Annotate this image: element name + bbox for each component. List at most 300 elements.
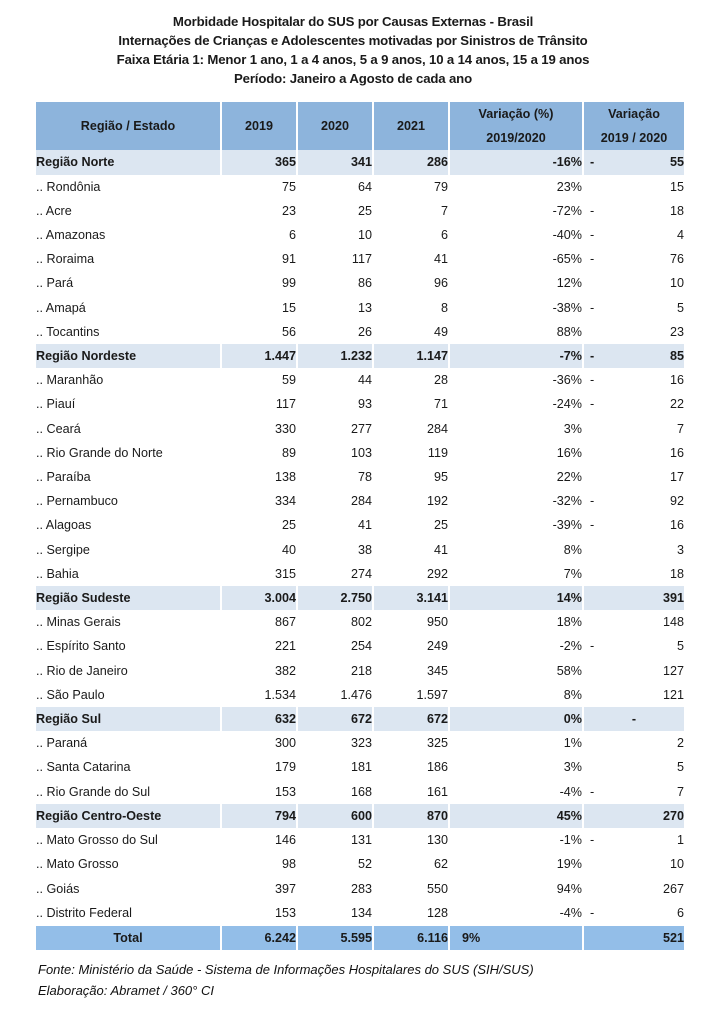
cell-2019: 23 (222, 199, 298, 223)
footer-elaboration: Elaboração: Abramet / 360° CI (38, 983, 214, 999)
variation-pct-line2: 2019/2020 (486, 131, 546, 146)
cell-region-name: .. Pernambuco (36, 489, 222, 513)
cell-2021: 3.141 (374, 586, 450, 610)
cell-variation-abs (584, 707, 684, 731)
title-line-3: Faixa Etária 1: Menor 1 ano, 1 a 4 anos, 5 a 9 anos, 10 a 14 anos, 15 a 19 anos (116, 52, 590, 67)
cell-variation-abs (584, 150, 684, 174)
cell-2020: 44 (298, 368, 374, 392)
title-line-2: Internações de Crianças e Adolescentes motivadas por Sinistros de Trânsito (118, 33, 588, 48)
cell-variation-abs (584, 247, 684, 271)
cell-region-name: .. Sergipe (36, 538, 222, 562)
cell-region-name: .. Mato Grosso do Sul (36, 828, 222, 852)
variation-abs-value: 16 (669, 445, 684, 460)
cell-2021: 95 (374, 465, 450, 489)
table-row-state (36, 296, 684, 320)
cell-2021: 1.147 (374, 344, 450, 368)
cell-region-name: .. Maranhão (36, 368, 222, 392)
table-row-state (36, 465, 684, 489)
cell-2021: 284 (374, 417, 450, 441)
table-row-region (36, 804, 684, 828)
table-row-state (36, 441, 684, 465)
cell-2019: 25 (222, 513, 298, 537)
variation-abs-value: 5 (676, 639, 684, 654)
cell-variation-pct: 9% (450, 925, 584, 950)
variation-abs-value: 5 (676, 760, 684, 775)
table-row-state (36, 901, 684, 925)
cell-2020: 283 (298, 877, 374, 901)
cell-variation-abs (584, 465, 684, 489)
table-row-total (36, 925, 684, 950)
cell-2021: 79 (374, 175, 450, 199)
variation-abs-value: 121 (662, 687, 684, 702)
cell-variation-abs (584, 296, 684, 320)
title-line-4: Período: Janeiro a Agosto de cada ano (234, 71, 472, 86)
cell-2020: 26 (298, 320, 374, 344)
variation-abs-value: 7 (676, 421, 684, 436)
cell-2020: 254 (298, 634, 374, 658)
negative-sign: - (590, 373, 595, 388)
variation-abs-value: 127 (662, 663, 684, 678)
cell-variation-pct: 14% (450, 586, 584, 610)
column-header-2019: 2019 (222, 102, 298, 150)
cell-2020: 52 (298, 852, 374, 876)
cell-2020: 103 (298, 441, 374, 465)
cell-2019: 99 (222, 271, 298, 295)
cell-2021: 161 (374, 780, 450, 804)
cell-2019: 40 (222, 538, 298, 562)
title-line-1: Morbidade Hospitalar do SUS por Causas Externas - Brasil (172, 14, 534, 29)
cell-variation-pct: 12% (450, 271, 584, 295)
column-header-variation-pct (450, 102, 584, 150)
cell-variation-pct: 7% (450, 562, 584, 586)
table-row-state (36, 683, 684, 707)
cell-variation-pct: -65% (450, 247, 584, 271)
variation-abs-value: 22 (669, 397, 684, 412)
column-header-variation-abs (584, 102, 684, 150)
cell-2019: 138 (222, 465, 298, 489)
negative-sign: - (590, 203, 595, 218)
table-row-state (36, 392, 684, 416)
cell-2020: 5.595 (298, 925, 374, 950)
cell-variation-abs (584, 199, 684, 223)
cell-variation-pct: 23% (450, 175, 584, 199)
cell-variation-pct: 3% (450, 417, 584, 441)
cell-variation-pct: 8% (450, 538, 584, 562)
cell-variation-abs (584, 852, 684, 876)
cell-variation-pct: -4% (450, 780, 584, 804)
cell-2020: 323 (298, 731, 374, 755)
variation-abs-value: 148 (662, 615, 684, 630)
cell-region-name: Região Sul (36, 707, 222, 731)
cell-2020: 274 (298, 562, 374, 586)
cell-region-name: .. Paraná (36, 731, 222, 755)
cell-2020: 2.750 (298, 586, 374, 610)
variation-abs-value: - (631, 712, 637, 727)
cell-2019: 382 (222, 659, 298, 683)
cell-2019: 3.004 (222, 586, 298, 610)
variation-abs-value: 391 (662, 591, 684, 606)
cell-variation-pct: -7% (450, 344, 584, 368)
cell-2020: 341 (298, 150, 374, 174)
cell-region-name: .. Santa Catarina (36, 755, 222, 779)
cell-variation-pct: -72% (450, 199, 584, 223)
table-row-state (36, 659, 684, 683)
cell-2019: 1.447 (222, 344, 298, 368)
table-row-state (36, 562, 684, 586)
table-row-state (36, 852, 684, 876)
variation-abs-value: 16 (669, 518, 684, 533)
cell-2020: 13 (298, 296, 374, 320)
variation-abs-value: 23 (669, 324, 684, 339)
cell-region-name: .. Pará (36, 271, 222, 295)
cell-2019: 330 (222, 417, 298, 441)
cell-2020: 168 (298, 780, 374, 804)
cell-variation-abs (584, 417, 684, 441)
table-row-region (36, 150, 684, 174)
cell-variation-pct: -1% (450, 828, 584, 852)
table-row-state (36, 489, 684, 513)
cell-variation-abs (584, 392, 684, 416)
table-row-region (36, 586, 684, 610)
table-row-state (36, 175, 684, 199)
cell-variation-pct: 22% (450, 465, 584, 489)
cell-variation-pct: 3% (450, 755, 584, 779)
cell-variation-abs (584, 441, 684, 465)
cell-region-name: .. Bahia (36, 562, 222, 586)
cell-variation-pct: -16% (450, 150, 584, 174)
cell-2019: 98 (222, 852, 298, 876)
cell-variation-abs (584, 634, 684, 658)
title-block (0, 0, 706, 88)
footer-source: Fonte: Ministério da Saúde - Sistema de Informações Hospitalares do SUS (SIH/SUS) (38, 962, 534, 978)
negative-sign: - (590, 397, 595, 412)
table-row-state (36, 634, 684, 658)
cell-variation-pct: 0% (450, 707, 584, 731)
cell-variation-abs (584, 780, 684, 804)
negative-sign: - (590, 494, 595, 509)
cell-variation-pct: 8% (450, 683, 584, 707)
cell-region-name: .. Minas Gerais (36, 610, 222, 634)
cell-region-name: Região Sudeste (36, 586, 222, 610)
cell-2019: 397 (222, 877, 298, 901)
variation-abs-value: 18 (669, 203, 684, 218)
table-row-state (36, 199, 684, 223)
cell-region-name: .. Alagoas (36, 513, 222, 537)
cell-2021: 6.116 (374, 925, 450, 950)
cell-2021: 28 (374, 368, 450, 392)
variation-abs-value: 5 (676, 300, 684, 315)
cell-variation-abs (584, 828, 684, 852)
cell-2019: 365 (222, 150, 298, 174)
table-container (36, 102, 684, 950)
variation-abs-value: 1 (676, 833, 684, 848)
negative-sign: - (590, 833, 595, 848)
cell-2019: 56 (222, 320, 298, 344)
cell-region-name: Região Norte (36, 150, 222, 174)
cell-2021: 8 (374, 296, 450, 320)
cell-region-name: .. Mato Grosso (36, 852, 222, 876)
cell-2021: 186 (374, 755, 450, 779)
variation-abs-value: 7 (676, 784, 684, 799)
cell-variation-abs (584, 755, 684, 779)
variation-abs-value: 18 (669, 566, 684, 581)
cell-region-name: .. Acre (36, 199, 222, 223)
cell-2020: 181 (298, 755, 374, 779)
negative-sign: - (590, 905, 595, 920)
cell-2019: 334 (222, 489, 298, 513)
table-row-state (36, 828, 684, 852)
cell-region-name: .. Piauí (36, 392, 222, 416)
variation-abs-value: 10 (669, 857, 684, 872)
table-row-state (36, 755, 684, 779)
cell-variation-pct: 1% (450, 731, 584, 755)
cell-2019: 6 (222, 223, 298, 247)
cell-region-name: .. Rio Grande do Sul (36, 780, 222, 804)
cell-variation-pct: -38% (450, 296, 584, 320)
cell-2021: 128 (374, 901, 450, 925)
cell-variation-abs (584, 731, 684, 755)
cell-region-name: .. Rondônia (36, 175, 222, 199)
cell-variation-pct: 18% (450, 610, 584, 634)
table-row-state (36, 731, 684, 755)
cell-region-name: Região Centro-Oeste (36, 804, 222, 828)
cell-2020: 134 (298, 901, 374, 925)
cell-2021: 71 (374, 392, 450, 416)
negative-sign: - (590, 300, 595, 315)
cell-2019: 15 (222, 296, 298, 320)
variation-abs-value: 85 (669, 349, 684, 364)
cell-variation-pct: -40% (450, 223, 584, 247)
variation-abs-value: 15 (669, 179, 684, 194)
cell-region-name: .. São Paulo (36, 683, 222, 707)
cell-2019: 632 (222, 707, 298, 731)
negative-sign: - (590, 784, 595, 799)
variation-abs-value: 76 (669, 252, 684, 267)
cell-2019: 179 (222, 755, 298, 779)
cell-2020: 1.232 (298, 344, 374, 368)
cell-variation-abs (584, 175, 684, 199)
cell-2021: 1.597 (374, 683, 450, 707)
cell-variation-abs (584, 804, 684, 828)
cell-variation-abs (584, 901, 684, 925)
table-body (36, 150, 684, 950)
cell-region-name: .. Amapá (36, 296, 222, 320)
cell-variation-abs (584, 659, 684, 683)
cell-2019: 315 (222, 562, 298, 586)
negative-sign: - (590, 349, 595, 364)
cell-2019: 6.242 (222, 925, 298, 950)
cell-2019: 794 (222, 804, 298, 828)
table-header (36, 102, 684, 150)
cell-variation-pct: -36% (450, 368, 584, 392)
cell-2019: 75 (222, 175, 298, 199)
negative-sign: - (590, 155, 595, 170)
variation-abs-value: 10 (669, 276, 684, 291)
cell-2019: 117 (222, 392, 298, 416)
cell-2021: 62 (374, 852, 450, 876)
negative-sign: - (590, 228, 595, 243)
variation-abs-value: 6 (676, 905, 684, 920)
variation-abs-value: 3 (676, 542, 684, 557)
cell-2020: 117 (298, 247, 374, 271)
cell-2021: 6 (374, 223, 450, 247)
table-row-state (36, 271, 684, 295)
cell-variation-pct: 88% (450, 320, 584, 344)
variation-abs-value: 270 (662, 808, 684, 823)
table-row-state (36, 877, 684, 901)
cell-variation-pct: -24% (450, 392, 584, 416)
cell-variation-abs (584, 223, 684, 247)
cell-2020: 284 (298, 489, 374, 513)
cell-2019: 59 (222, 368, 298, 392)
table-row-state (36, 320, 684, 344)
cell-region-name: .. Goiás (36, 877, 222, 901)
cell-region-name: .. Rio de Janeiro (36, 659, 222, 683)
table-row-region (36, 344, 684, 368)
cell-2021: 672 (374, 707, 450, 731)
table-row-state (36, 417, 684, 441)
variation-abs-value: 4 (676, 228, 684, 243)
variation-abs-value: 16 (669, 373, 684, 388)
cell-region-name: .. Tocantins (36, 320, 222, 344)
cell-2021: 41 (374, 538, 450, 562)
cell-2020: 218 (298, 659, 374, 683)
table-header-row (36, 102, 684, 150)
cell-variation-pct: -4% (450, 901, 584, 925)
cell-2020: 600 (298, 804, 374, 828)
cell-2019: 153 (222, 901, 298, 925)
cell-2021: 49 (374, 320, 450, 344)
table-row-state (36, 610, 684, 634)
cell-2021: 7 (374, 199, 450, 223)
cell-variation-abs (584, 320, 684, 344)
cell-2021: 292 (374, 562, 450, 586)
variation-abs-value: 267 (662, 881, 684, 896)
table-row-region (36, 707, 684, 731)
variation-pct-line1: Variação (%) (478, 107, 554, 121)
cell-variation-pct: 19% (450, 852, 584, 876)
negative-sign: - (590, 252, 595, 267)
cell-2021: 25 (374, 513, 450, 537)
table-row-state (36, 223, 684, 247)
cell-2020: 41 (298, 513, 374, 537)
cell-2020: 802 (298, 610, 374, 634)
morbidity-table (36, 102, 684, 950)
cell-region-name: .. Roraima (36, 247, 222, 271)
variation-abs-value: 17 (669, 470, 684, 485)
variation-abs-value: 92 (669, 494, 684, 509)
cell-2020: 10 (298, 223, 374, 247)
cell-2021: 550 (374, 877, 450, 901)
cell-2021: 286 (374, 150, 450, 174)
cell-2020: 25 (298, 199, 374, 223)
cell-region-name: .. Rio Grande do Norte (36, 441, 222, 465)
cell-region-name: Região Nordeste (36, 344, 222, 368)
cell-variation-pct: 45% (450, 804, 584, 828)
cell-region-name: .. Distrito Federal (36, 901, 222, 925)
negative-sign: - (590, 518, 595, 533)
variation-abs-value: 55 (669, 155, 684, 170)
cell-region-name: .. Ceará (36, 417, 222, 441)
cell-variation-abs (584, 538, 684, 562)
cell-2021: 345 (374, 659, 450, 683)
cell-2019: 153 (222, 780, 298, 804)
cell-2020: 64 (298, 175, 374, 199)
cell-2020: 672 (298, 707, 374, 731)
cell-region-name: .. Espírito Santo (36, 634, 222, 658)
cell-variation-abs (584, 344, 684, 368)
cell-variation-abs (584, 877, 684, 901)
footer-block (38, 959, 678, 1001)
cell-2020: 86 (298, 271, 374, 295)
cell-2020: 93 (298, 392, 374, 416)
cell-2021: 96 (374, 271, 450, 295)
cell-2019: 146 (222, 828, 298, 852)
cell-variation-abs (584, 683, 684, 707)
cell-variation-pct: 58% (450, 659, 584, 683)
variation-abs-value: 521 (662, 930, 684, 945)
cell-variation-pct: -39% (450, 513, 584, 537)
cell-2019: 221 (222, 634, 298, 658)
cell-2019: 89 (222, 441, 298, 465)
cell-2019: 1.534 (222, 683, 298, 707)
cell-variation-abs (584, 925, 684, 950)
cell-variation-abs (584, 271, 684, 295)
cell-2021: 325 (374, 731, 450, 755)
cell-2020: 38 (298, 538, 374, 562)
cell-variation-abs (584, 368, 684, 392)
table-row-state (36, 368, 684, 392)
table-row-state (36, 538, 684, 562)
table-row-state (36, 780, 684, 804)
table-row-state (36, 247, 684, 271)
column-header-region: Região / Estado (36, 102, 222, 150)
cell-variation-pct: 16% (450, 441, 584, 465)
cell-variation-pct: -32% (450, 489, 584, 513)
cell-region-name: .. Paraíba (36, 465, 222, 489)
variation-abs-value: 2 (676, 736, 684, 751)
cell-2020: 131 (298, 828, 374, 852)
cell-2021: 119 (374, 441, 450, 465)
column-header-2021: 2021 (374, 102, 450, 150)
variation-abs-line2: 2019 / 2020 (600, 131, 668, 146)
cell-2019: 91 (222, 247, 298, 271)
cell-2020: 1.476 (298, 683, 374, 707)
table-row-state (36, 513, 684, 537)
cell-variation-abs (584, 489, 684, 513)
cell-variation-pct: 94% (450, 877, 584, 901)
cell-region-name: .. Amazonas (36, 223, 222, 247)
cell-2019: 867 (222, 610, 298, 634)
negative-sign: - (590, 639, 595, 654)
cell-2020: 78 (298, 465, 374, 489)
cell-variation-abs (584, 610, 684, 634)
cell-2021: 870 (374, 804, 450, 828)
cell-2021: 130 (374, 828, 450, 852)
cell-2019: 300 (222, 731, 298, 755)
cell-2021: 41 (374, 247, 450, 271)
column-header-2020: 2020 (298, 102, 374, 150)
cell-variation-abs (584, 513, 684, 537)
cell-2021: 249 (374, 634, 450, 658)
cell-variation-abs (584, 562, 684, 586)
cell-2021: 192 (374, 489, 450, 513)
cell-variation-abs (584, 586, 684, 610)
cell-variation-pct: -2% (450, 634, 584, 658)
cell-region-name: Total (36, 925, 222, 950)
cell-2020: 277 (298, 417, 374, 441)
variation-abs-line1: Variação (608, 107, 660, 121)
